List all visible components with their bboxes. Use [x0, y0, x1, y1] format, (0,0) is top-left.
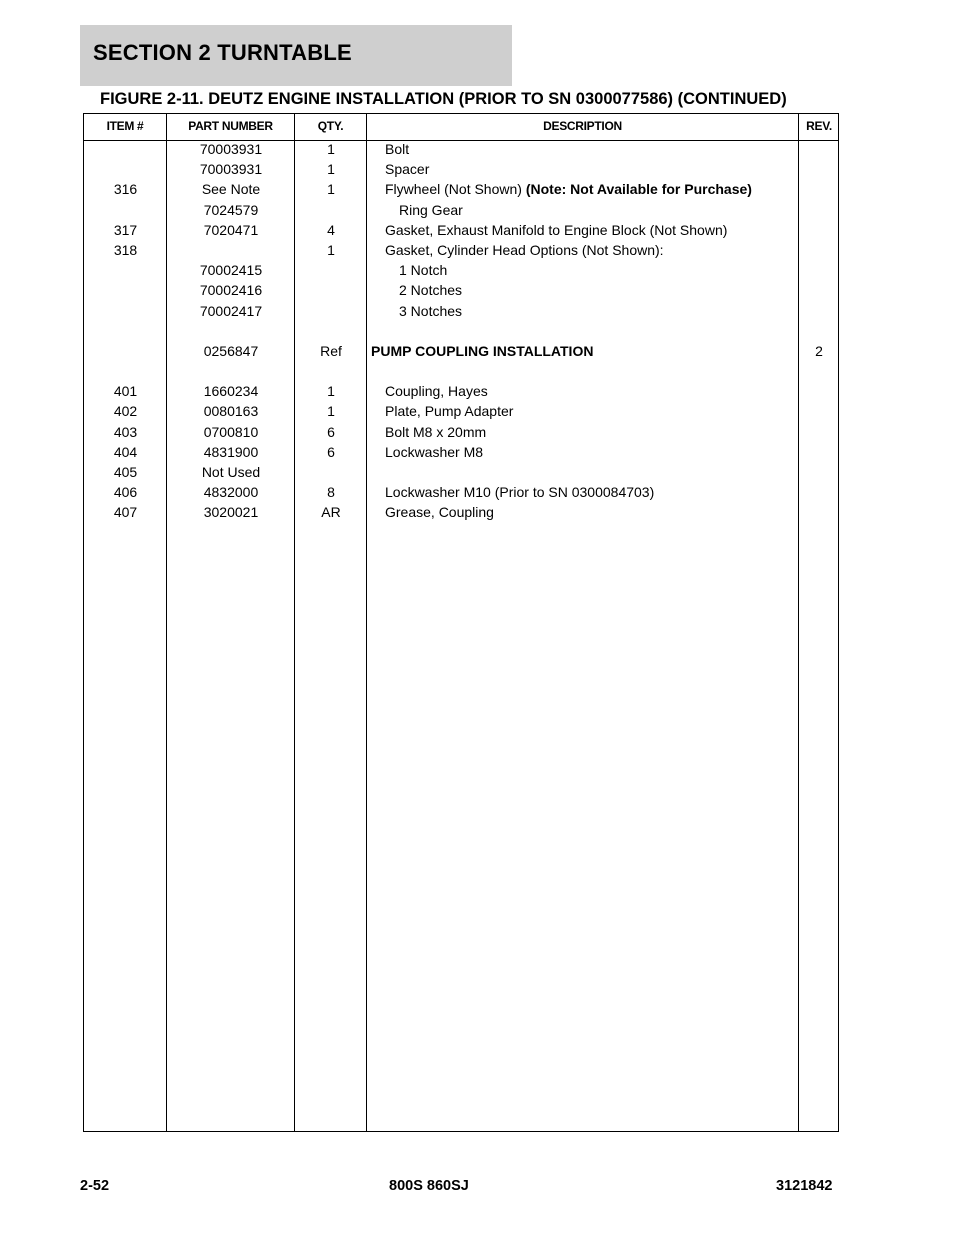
description-text: Lockwasher M10 (Prior to SN 0300084703): [385, 484, 655, 501]
description-note: (Note: Not Available for Purchase): [525, 181, 752, 198]
table-row: [84, 222, 838, 242]
description-text: 3 Notches: [399, 302, 463, 319]
revision: 2: [815, 342, 823, 359]
document-number: 3121842: [776, 1178, 833, 1194]
quantity: 6: [327, 443, 335, 460]
quantity: 1: [327, 403, 335, 420]
header-part-number: PART NUMBER: [188, 119, 273, 133]
table-row: [84, 242, 838, 262]
description: [385, 222, 727, 238]
part-number: 0256847: [203, 342, 259, 359]
table-row: [84, 504, 838, 524]
table-row: [84, 424, 838, 444]
header-description: DESCRIPTION: [543, 119, 622, 133]
quantity: AR: [321, 504, 341, 521]
part-number: 70002416: [199, 282, 263, 299]
table-row: [84, 282, 838, 302]
quantity: 1: [327, 383, 335, 400]
part-number: Not Used: [201, 464, 261, 480]
section-title: SECTION 2 TURNTABLE: [93, 40, 352, 65]
part-number: 4832000: [203, 484, 259, 501]
model-number: 800S 860SJ: [389, 1178, 469, 1194]
description: [399, 282, 462, 298]
description-text: Grease, Coupling: [385, 504, 494, 521]
description-text: Plate, Pump Adapter: [385, 403, 514, 420]
part-number: 7024579: [203, 201, 259, 218]
spacer-row: [84, 323, 838, 343]
description-text: Lockwasher M8: [385, 443, 484, 460]
table-body: [84, 141, 838, 525]
table-row: [84, 202, 838, 222]
description-text: Coupling, Hayes: [385, 383, 488, 400]
description: [385, 504, 494, 520]
quantity: 1: [327, 161, 335, 178]
description-text: 2 Notches: [399, 282, 463, 299]
quantity: 1: [327, 181, 335, 198]
table-row: [84, 343, 838, 363]
spacer-row: [84, 363, 838, 383]
description: [385, 403, 513, 419]
table-row: [84, 161, 838, 181]
parts-table: [83, 113, 839, 1132]
table-row: [84, 383, 838, 403]
description-text: Ring Gear: [399, 201, 463, 218]
description-text: Gasket, Exhaust Manifold to Engine Block (Not Shown): [385, 221, 728, 238]
part-number: 70003931: [199, 161, 263, 178]
quantity: Ref: [320, 342, 342, 359]
page-number: 2-52: [80, 1178, 110, 1194]
quantity: 6: [327, 423, 335, 440]
item-number: 317: [113, 221, 138, 238]
description: [399, 303, 462, 319]
quantity: 4: [327, 221, 335, 238]
part-number: 0700810: [203, 423, 259, 440]
item-number: 405: [113, 464, 138, 480]
item-number: 316: [113, 181, 138, 198]
quantity: 1: [327, 141, 335, 157]
table-row: [84, 484, 838, 504]
description-text: Bolt: [385, 141, 410, 157]
description: [385, 181, 752, 197]
item-number: 403: [113, 423, 138, 440]
part-number: 70003931: [199, 141, 263, 157]
item-number: 401: [113, 383, 138, 400]
quantity: 8: [327, 484, 335, 501]
description-text: Bolt M8 x 20mm: [385, 423, 487, 440]
description: [399, 202, 463, 218]
table-row: [84, 141, 838, 161]
description: [385, 424, 486, 440]
table-row: [84, 181, 838, 201]
header-item: ITEM #: [106, 119, 144, 133]
section-banner: [80, 25, 512, 86]
description-text: Gasket, Cylinder Head Options (Not Shown):: [385, 241, 664, 258]
description-text: PUMP COUPLING INSTALLATION: [371, 342, 594, 359]
part-number: 0080163: [203, 403, 259, 420]
description: [385, 242, 664, 258]
description-text: Spacer: [385, 161, 430, 178]
item-number: 318: [113, 241, 138, 258]
description: [385, 383, 488, 399]
part-number: 7020471: [203, 221, 259, 238]
part-number: 3020021: [203, 504, 259, 521]
item-number: 406: [113, 484, 138, 501]
header-rev: REV.: [806, 119, 832, 133]
item-number: 404: [113, 443, 138, 460]
description: [385, 444, 483, 460]
description-text: 1 Notch: [399, 262, 448, 279]
item-number: 407: [113, 504, 138, 521]
description: [385, 141, 409, 157]
table-row: [84, 303, 838, 323]
table-row: [84, 403, 838, 423]
figure-title: FIGURE 2-11. DEUTZ ENGINE INSTALLATION (PRIOR TO SN 0300077586) (CONTINUED): [100, 90, 787, 108]
description-text: Flywheel (Not Shown): [385, 181, 526, 198]
quantity: 1: [327, 241, 335, 258]
table-row: [84, 464, 838, 484]
part-number: 4831900: [203, 443, 259, 460]
part-number: 70002415: [199, 262, 263, 279]
table-row: [84, 262, 838, 282]
part-number: 1660234: [203, 383, 259, 400]
description: [385, 484, 654, 500]
item-number: 402: [113, 403, 138, 420]
part-number: See Note: [201, 181, 261, 198]
description: [385, 161, 429, 177]
description: [399, 262, 447, 278]
part-number: 70002417: [199, 302, 263, 319]
header-qty: QTY.: [317, 119, 344, 133]
table-row: [84, 444, 838, 464]
description: [371, 343, 593, 359]
